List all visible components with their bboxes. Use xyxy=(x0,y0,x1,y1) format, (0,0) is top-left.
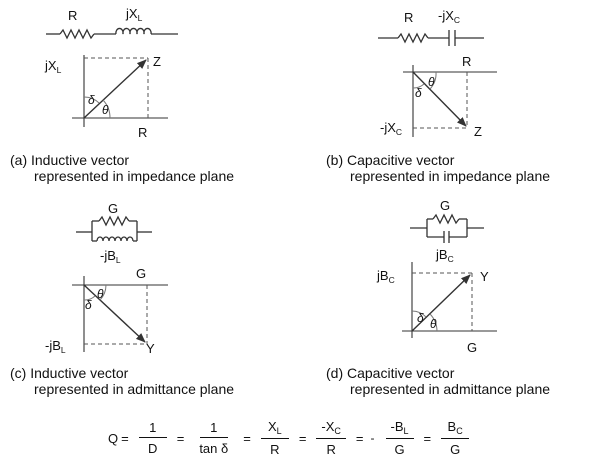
caption-b-line1: (b) Capacitive vector xyxy=(326,152,455,168)
frac-2-num: 1 xyxy=(200,420,228,438)
frac-6-num: B xyxy=(447,419,457,434)
resistor-b xyxy=(398,34,428,42)
panel-d-g-top: G xyxy=(440,198,451,213)
inductor-c xyxy=(97,237,133,241)
formula-frac-1 xyxy=(139,420,167,456)
panel-d-delta: δ xyxy=(417,311,424,325)
panel-b-jx: -jX xyxy=(438,8,454,23)
frac-3-num-sub: L xyxy=(276,426,282,436)
caption-d-line2: represented in admittance plane xyxy=(350,381,551,397)
panel-a-phasor xyxy=(44,54,168,140)
panel-d-y-label: jB xyxy=(377,268,389,283)
panel-d-g-axis: G xyxy=(467,340,478,355)
frac-4-den: R xyxy=(326,442,336,457)
panel-d-b-label: jB xyxy=(436,247,448,262)
panel-a-vector-label: Z xyxy=(153,54,161,69)
frac-6-den: G xyxy=(450,442,461,457)
caption-b-line2: represented in impedance plane xyxy=(350,168,551,184)
formula-eq-3: = xyxy=(243,430,251,446)
panel-a-circuit xyxy=(46,6,178,38)
inductor-a xyxy=(116,28,151,34)
panel-a-theta: θ xyxy=(102,103,109,117)
formula-q: Q xyxy=(108,430,119,446)
vector-y-c xyxy=(84,285,145,342)
panel-d-vector-label: Y xyxy=(480,269,489,284)
panel-b-delta: δ xyxy=(415,86,422,100)
panel-b-circuit xyxy=(378,8,484,46)
panel-a-y-label: jX xyxy=(45,58,57,73)
formula-frac-4 xyxy=(316,419,346,457)
panel-c-b-label: -jB xyxy=(100,248,116,263)
panel-a-jx: jX xyxy=(126,6,138,21)
frac-4-num-sub: C xyxy=(334,426,341,436)
frac-3-den: R xyxy=(270,442,280,457)
caption-a xyxy=(10,152,234,184)
frac-5-den: G xyxy=(394,442,405,457)
resistor-d xyxy=(433,215,459,223)
resistor-a xyxy=(60,30,94,38)
frac-3-num: X xyxy=(267,419,277,434)
panel-c-g-axis: G xyxy=(136,266,147,281)
panel-a-delta: δ xyxy=(88,93,95,107)
formula-frac-2 xyxy=(194,420,233,456)
formula-frac-6 xyxy=(441,419,469,457)
caption-d-line1: (d) Capacitive vector xyxy=(326,365,455,381)
caption-a-line1: (a) Inductive vector xyxy=(10,152,130,168)
svg-text:jXL: $jX_L$ xyxy=(126,6,143,23)
svg-text:jBC: $jB_C$ xyxy=(436,247,454,264)
formula-frac-5 xyxy=(386,419,414,457)
resistor-c xyxy=(99,217,129,225)
svg-text:jBC: $jB_C$ xyxy=(377,268,395,285)
caption-d xyxy=(326,365,550,397)
panel-d-circuit xyxy=(410,198,484,264)
formula-eq-5: = xyxy=(355,430,364,446)
panel-c-circuit xyxy=(76,201,152,265)
svg-text:-jBL: $-jB_L$ xyxy=(45,338,66,355)
frac-1-num: 1 xyxy=(139,420,167,438)
panel-b-y-label: -jX xyxy=(380,120,396,135)
svg-text:-jXC: $-jX_C$ xyxy=(380,120,403,137)
caption-c-line2: represented in admittance plane xyxy=(34,381,235,397)
panel-b-vector-label: Z xyxy=(474,124,482,139)
caption-c xyxy=(10,365,234,397)
formula-eq-1: = xyxy=(121,430,129,446)
panel-c-y-label: -jB xyxy=(45,338,61,353)
caption-c-line1: (c) Inductive vector xyxy=(10,365,129,381)
frac-5-num-sub: L xyxy=(403,426,409,436)
svg-text:-jBL: $-jB_L$ xyxy=(100,248,121,265)
formula-frac-3 xyxy=(261,419,289,457)
panel-d-theta: θ xyxy=(430,317,437,331)
panel-c-g-top: G xyxy=(108,201,119,216)
panel-d-phasor xyxy=(376,262,497,355)
frac-2-den: tan δ xyxy=(199,441,229,456)
formula-minus: - xyxy=(370,431,375,445)
panel-c-phasor xyxy=(45,266,168,356)
frac-4-num: -X xyxy=(321,419,335,434)
panel-c-delta: δ xyxy=(85,298,92,312)
panel-b-phasor xyxy=(380,54,497,139)
svg-text:jXL: $jX_L$ xyxy=(45,58,62,75)
panel-c-vector-label: Y xyxy=(146,341,155,356)
panel-c-theta: θ xyxy=(97,287,104,301)
frac-5-num: -B xyxy=(390,419,404,434)
panel-b-r-axis: R xyxy=(462,54,472,69)
vector-z-a xyxy=(84,60,146,118)
panel-a-x-label: R xyxy=(138,125,148,140)
panel-b-r-top: R xyxy=(404,10,414,25)
caption-b xyxy=(326,152,550,184)
formula-eq-6: = xyxy=(423,430,432,446)
formula-eq-4: = xyxy=(298,430,307,446)
frac-1-den: D xyxy=(148,441,158,456)
panel-b-theta: θ xyxy=(428,75,435,89)
frac-6-num-sub: C xyxy=(456,426,463,436)
formula-eq-2: = xyxy=(176,430,185,446)
panel-a-r-top: R xyxy=(68,8,78,23)
svg-text:-jXC: $-jX_C$ xyxy=(438,8,461,25)
q-formula xyxy=(108,418,476,458)
caption-a-line2: represented in impedance plane xyxy=(34,168,235,184)
